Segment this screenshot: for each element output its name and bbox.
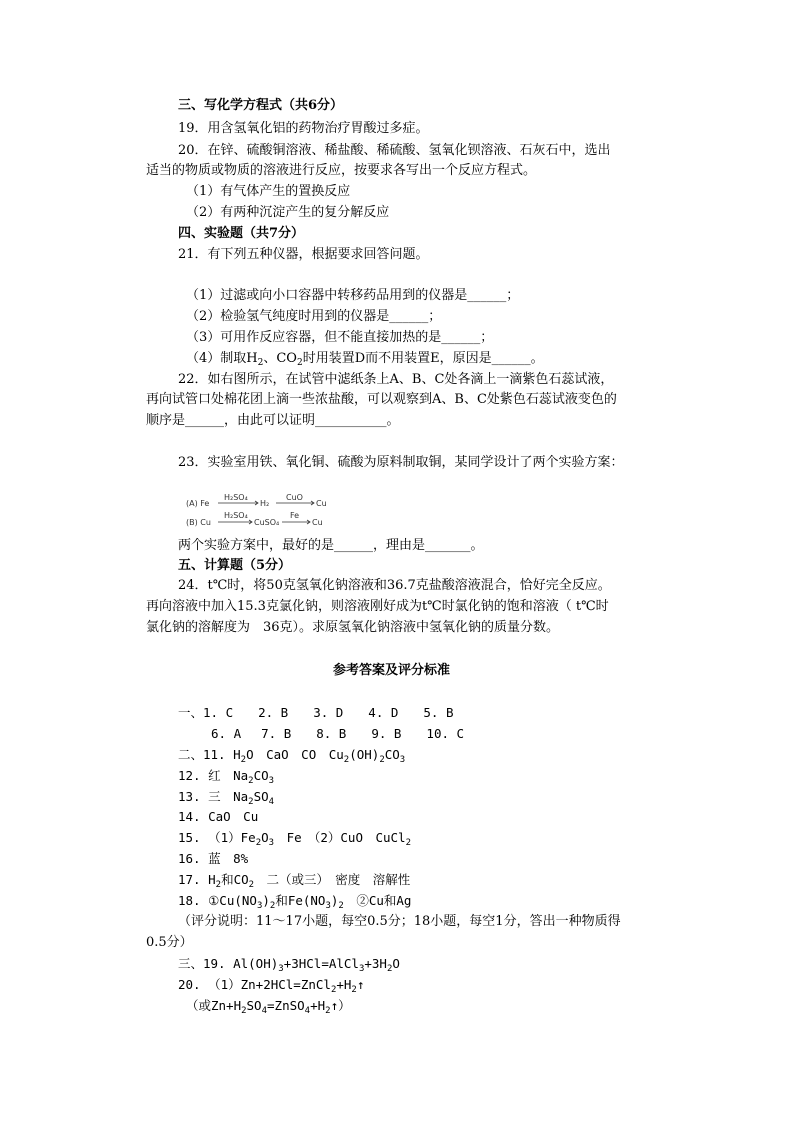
scheme-a-start: (A) Fe — [186, 499, 210, 508]
scheme-b-intermediate: CuSO₄ — [254, 518, 280, 527]
answer-1-5: 一、1. C 2. B 3. D 4. D 5. B — [178, 705, 454, 720]
answer-16: 16. 蓝 8% — [178, 851, 249, 866]
question-20-part1: （1）有气体产生的置换反应 — [186, 184, 351, 199]
question-24-line2: 再向溶液中加入15.3克氯化钠，则溶液刚好成为t℃时氯化钠的饱和溶液（ t℃时 — [146, 599, 609, 614]
answer-6-10: 6. A 7. B 8. B 9. B 10. C — [211, 726, 465, 741]
question-24-line1: 24．t℃时，将50克氢氧化钠溶液和36.7克盐酸溶液混合，恰好完全反应。 — [178, 578, 611, 593]
answer-14: 14. CaO Cu — [178, 809, 259, 824]
scheme-b-product: Cu — [312, 518, 323, 527]
answer-11: 二、11. $H_2O$ CaO CO $Cu_2(OH)_2CO_3$ — [178, 747, 406, 765]
scheme-b-start: (B) Cu — [186, 518, 211, 527]
section-4-title: 四、实验题（共7分） — [178, 226, 305, 241]
answer-20-alternative: （或$Zn+H_2SO_4=ZnSO_4+H_2↑$） — [186, 998, 351, 1016]
question-19: 19．用含氢氧化铝的药物治疗胃酸过多症。 — [178, 121, 429, 136]
answer-13: 13. 三 $Na_2SO_4$ — [178, 789, 275, 807]
question-24-line3: 氯化钠的溶解度为 36克）。求原氢氧化钠溶液中氢氧化钠的质量分数。 — [146, 620, 560, 635]
scheme-a-intermediate: H₂ — [260, 499, 270, 508]
question-21-part3: （3）可用作反应容器，但不能直接加热的是______； — [186, 330, 494, 345]
answer-15: 15. $(1)Fe_2O_3$ Fe （2）CuO CuCl$_2$ — [178, 830, 411, 848]
question-21-part2: （2）检验氢气纯度时用到的仪器是______； — [186, 309, 442, 324]
question-22-line2: 再向试管口处棉花团上滴一些浓盐酸，可以观察到A、B、C处紫色石蕊试液变色的 — [146, 392, 617, 407]
question-21-part1: （1）过滤或向小口容器中转移药品用到的仪器是______； — [186, 288, 520, 303]
question-23: 23．实验室用铁、氧化铜、硫酸为原料制取铜，某同学设计了两个实验方案： — [178, 455, 624, 470]
scheme-b-reagent1: H₂SO₄ — [224, 511, 248, 520]
scoring-note-line2: 0.5分） — [146, 935, 193, 950]
answer-12: 12. 红 $Na_2CO_3$ — [178, 768, 275, 786]
question-20-line1: 20．在锌、硫酸铜溶液、稀盐酸、稀硫酸、氢氧化钡溶液、石灰石中，选出 — [178, 143, 611, 158]
answers-title: 参考答案及评分标准 — [333, 663, 451, 678]
scheme-a-product: Cu — [316, 499, 327, 508]
question-21-part4: （4）制取$H_2$、$CO_2$时用装置D而不用装置E，原因是______。 — [186, 351, 544, 368]
question-20-line2: 适当的物质或物质的溶液进行反应，按要求各写出一个反应方程式。 — [146, 163, 537, 178]
answer-17: 17. $H_2$和$CO_2$ 二（或三） 密度 溶解性 — [178, 872, 411, 890]
scheme-a-reagent2: CuO — [286, 493, 303, 502]
question-21: 21．有下列五种仪器，根据要求回答问题。 — [178, 247, 429, 262]
section-5-title: 五、计算题（5分） — [178, 558, 292, 573]
question-22-line1: 22．如右图所示，在试管中滤纸条上A、B、C处各滴上一滴紫色石蕊试液， — [178, 372, 614, 387]
question-22-line3: 顺序是______，由此可以证明___________。 — [146, 413, 400, 428]
answer-19: 三、19. $Al(OH)_3+3HCl=AlCl_3+3H_2O$ — [178, 956, 400, 974]
section-3-title: 三、写化学方程式（共6分） — [178, 98, 344, 113]
scoring-note-line1: （评分说明：11～17小题，每空0.5分；18小题，每空1分，答出一种物质得 — [178, 914, 621, 929]
answer-18: 18. $①Cu(NO_3)_2$和$Fe(NO_3)_2$ ②Cu和Ag — [178, 893, 412, 911]
reaction-scheme-figure — [186, 492, 346, 530]
question-20-part2: （2）有两种沉淀产生的复分解反应 — [186, 205, 390, 220]
scheme-a-reagent1: H₂SO₄ — [224, 493, 248, 502]
question-23-answer: 两个实验方案中，最好的是______，理由是_______。 — [178, 538, 484, 553]
answer-20-part1: 20. $(1)Zn+2HCl=ZnCl_2+H_2↑$ — [178, 977, 365, 995]
scheme-b-reagent2: Fe — [290, 511, 300, 520]
